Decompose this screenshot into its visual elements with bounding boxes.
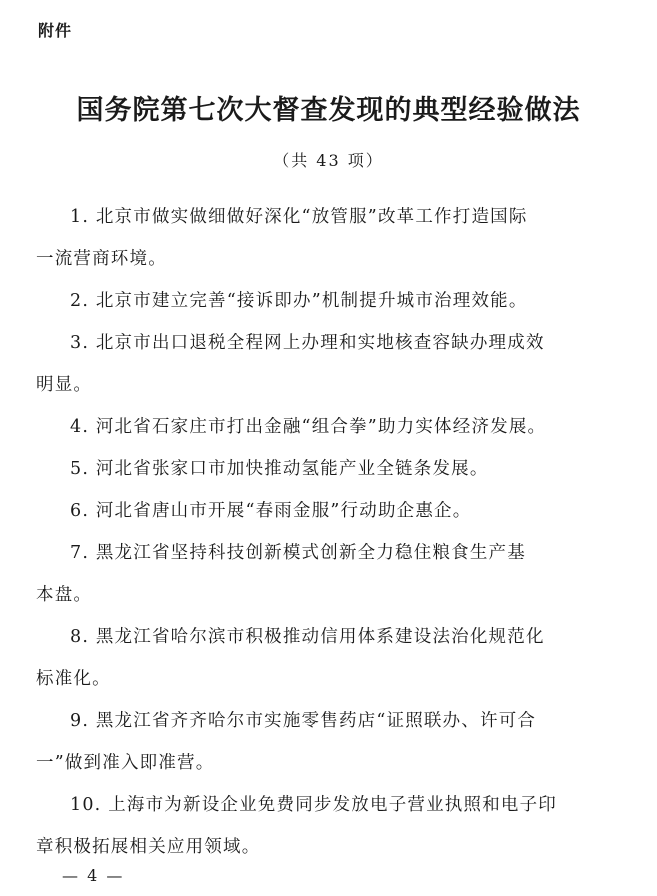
attachment-label: 附件 — [38, 21, 73, 40]
list-item — [36, 322, 630, 406]
list-item — [36, 196, 630, 280]
item-text: 6. 河北省唐山市开展“春雨金服”行动助企惠企。 — [70, 501, 472, 521]
item-text: 1. 北京市做实做细做好深化“放管服”改革工作打造国际 — [70, 207, 528, 227]
item-text: 2. 北京市建立完善“接诉即办”机制提升城市治理效能。 — [70, 291, 528, 311]
page-number: — 4 — — [62, 866, 125, 885]
item-text-continued: 明显。 — [36, 375, 93, 395]
document-title: 国务院第七次大督查发现的典型经验做法 — [76, 95, 581, 126]
item-text-continued: 一”做到准入即准营。 — [36, 753, 215, 773]
item-text: 4. 河北省石家庄市打出金融“组合拳”助力实体经济发展。 — [70, 417, 547, 437]
list-item — [36, 784, 630, 868]
list-item — [36, 700, 630, 784]
item-text: 7. 黑龙江省坚持科技创新模式创新全力稳住粮食生产基 — [70, 543, 526, 563]
list-item — [70, 406, 630, 448]
item-text: 3. 北京市出口退税全程网上办理和实地核查容缺办理成效 — [70, 333, 545, 353]
item-count-subtitle: （共 43 项） — [273, 151, 384, 170]
list-item — [70, 490, 630, 532]
item-text-continued: 章积极拓展相关应用领域。 — [36, 837, 261, 857]
item-text: 10. 上海市为新设企业免费同步发放电子营业执照和电子印 — [70, 795, 557, 815]
list-item — [36, 532, 630, 616]
item-text-continued: 一流营商环境。 — [36, 249, 167, 269]
list-item — [36, 616, 630, 700]
list-item — [70, 280, 630, 322]
item-text-continued: 标准化。 — [36, 669, 111, 689]
item-text: 5. 河北省张家口市加快推动氢能产业全链条发展。 — [70, 459, 489, 479]
item-text: 8. 黑龙江省哈尔滨市积极推动信用体系建设法治化规范化 — [70, 627, 545, 647]
item-text-continued: 本盘。 — [36, 585, 93, 605]
list-item — [70, 448, 630, 490]
item-text: 9. 黑龙江省齐齐哈尔市实施零售药店“证照联办、许可合 — [70, 711, 537, 731]
